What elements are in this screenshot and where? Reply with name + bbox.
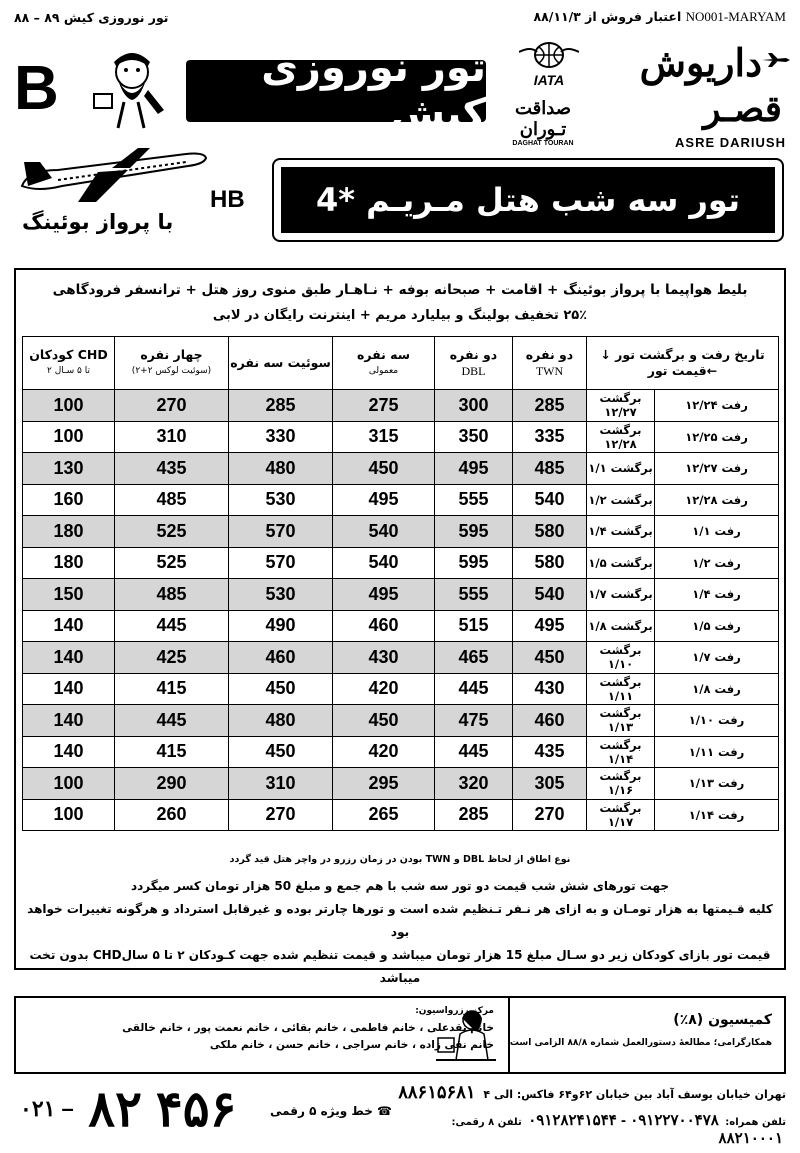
- price-three: 450: [333, 453, 435, 485]
- price-twn: 460: [513, 705, 587, 737]
- price-four: 485: [115, 484, 229, 516]
- col-four-label: چهار نفره: [140, 347, 203, 362]
- price-twn: 540: [513, 579, 587, 611]
- area-code: ۰۲۱ –: [20, 1096, 74, 1121]
- sedaghat-touran-logo: [494, 98, 592, 150]
- price-dbl: 465: [435, 642, 513, 674]
- fax-label: فاکس:: [516, 1088, 555, 1101]
- price-four: 425: [115, 642, 229, 674]
- boeing-plane-icon: [18, 140, 208, 206]
- cartoon-traveler-icon: [88, 40, 170, 130]
- price-twn: 540: [513, 484, 587, 516]
- price-four: 485: [115, 579, 229, 611]
- price-panel: [14, 268, 786, 985]
- tour-title: تور سه شب هتل مـریـم *4: [281, 167, 775, 233]
- hotline-digits: ۸۲ ۴۵۶: [88, 1081, 237, 1137]
- price-three: 540: [333, 547, 435, 579]
- departure-date: رفت ۱/۸: [655, 673, 779, 705]
- departure-date: رفت ۱/۷: [655, 642, 779, 674]
- col-twn-sub: TWN: [535, 364, 564, 378]
- iata-logo: [512, 42, 586, 102]
- price-suite3: 460: [229, 642, 333, 674]
- price-suite3: 330: [229, 421, 333, 453]
- price-three: 420: [333, 673, 435, 705]
- departure-date: رفت ۱۲/۲۵: [655, 421, 779, 453]
- return-date: برگشت ۱۲/۲۸: [587, 421, 655, 453]
- price-chd: 140: [23, 736, 115, 768]
- price-chd: 100: [23, 799, 115, 831]
- price-twn: 435: [513, 736, 587, 768]
- price-three: 420: [333, 736, 435, 768]
- table-row: [23, 736, 779, 768]
- col-chd: [23, 337, 115, 390]
- sedaghat-en-text: DAGHAT TOURAN: [512, 140, 574, 147]
- included-services-line2: ۲۵٪ تخفیف بولینگ و بیلیارد مریم + اینترنت رایگان در لابی: [212, 308, 588, 323]
- kish-nowruz-banner: تور نوروزی کیش: [186, 60, 486, 122]
- table-header-row: [23, 337, 779, 390]
- col-chd-sub: ۲ تا ۵ سـال: [47, 366, 90, 376]
- table-row: [23, 799, 779, 831]
- col-four: [115, 337, 229, 390]
- footer-box: [14, 996, 786, 1074]
- contact-info: [386, 1082, 786, 1147]
- phone-icon: ☎: [377, 1104, 392, 1118]
- return-date: برگشت ۱۲/۲۷: [587, 390, 655, 422]
- departure-date: رفت ۱۲/۲۴: [655, 390, 779, 422]
- table-row: [23, 673, 779, 705]
- category-letter: B: [14, 54, 59, 123]
- price-twn: 495: [513, 610, 587, 642]
- col-dbl: [435, 337, 513, 390]
- price-chd: 180: [23, 547, 115, 579]
- table-row: [23, 547, 779, 579]
- price-chd: 160: [23, 484, 115, 516]
- note-six-nights: جهت تورهای شش شب قیمت دو تور سه شب با هم جمع و مبلغ 50 هزار تومان کسر میگردد: [130, 879, 670, 893]
- departure-date: رفت ۱/۱۱: [655, 736, 779, 768]
- departure-date: رفت ۱۲/۲۷: [655, 453, 779, 485]
- price-twn: 450: [513, 642, 587, 674]
- price-three: 450: [333, 705, 435, 737]
- price-three: 265: [333, 799, 435, 831]
- small-plane-icon: [760, 52, 790, 68]
- phone-range: الی ۴: [483, 1088, 513, 1101]
- notes-block: [16, 854, 784, 990]
- mobile-line: [386, 1111, 786, 1147]
- special-line-label: [270, 1104, 392, 1118]
- note-room-type: نوع اطاق از لحاظ DBL و TWN بودن در زمان رزرو در واچر هتل قید گردد: [229, 854, 571, 865]
- return-date: برگشت ۱/۱: [587, 453, 655, 485]
- price-three: 540: [333, 516, 435, 548]
- price-three: 460: [333, 610, 435, 642]
- price-four: 525: [115, 516, 229, 548]
- price-dbl: 595: [435, 547, 513, 579]
- return-date: برگشت ۱/۸: [587, 610, 655, 642]
- table-row: [23, 642, 779, 674]
- departure-date: رفت ۱۲/۲۸: [655, 484, 779, 516]
- col-suite3-label: سوئیت سه نفره: [230, 355, 331, 370]
- price-chd: 100: [23, 421, 115, 453]
- col-suite3: [229, 337, 333, 390]
- price-suite3: 570: [229, 547, 333, 579]
- price-three: 495: [333, 484, 435, 516]
- col-three-sub: معمولی: [368, 366, 399, 376]
- price-suite3: 480: [229, 705, 333, 737]
- agents-line2: خانم نقی زاده ، خانم سراجی ، خانم حسن ، خانم ملکی: [209, 1039, 494, 1051]
- price-dbl: 350: [435, 421, 513, 453]
- price-four: 415: [115, 736, 229, 768]
- address-text: تهران خیابان یوسف آباد بین خیابان ۶۲و۶۴: [558, 1088, 786, 1101]
- price-twn: 335: [513, 421, 587, 453]
- price-chd: 100: [23, 390, 115, 422]
- note-children: قیمت تور بازای کودکان زیر دو سـال مبلغ 15 هزار تومان میباشد و قیمت تنظیم شده جهت کـودکان ۲ تا ۵ سالCHD بدون تخت میباشد: [29, 948, 771, 985]
- price-chd: 130: [23, 453, 115, 485]
- price-twn: 430: [513, 673, 587, 705]
- table-row: [23, 768, 779, 800]
- col-three: [333, 337, 435, 390]
- asre-en-text: ASRE DARIUSH: [675, 135, 786, 150]
- price-dbl: 555: [435, 579, 513, 611]
- price-three: 275: [333, 390, 435, 422]
- price-four: 415: [115, 673, 229, 705]
- price-suite3: 450: [229, 736, 333, 768]
- departure-date: رفت ۱/۱۰: [655, 705, 779, 737]
- price-twn: 270: [513, 799, 587, 831]
- price-three: 295: [333, 768, 435, 800]
- price-dbl: 475: [435, 705, 513, 737]
- price-three: 430: [333, 642, 435, 674]
- table-row: [23, 390, 779, 422]
- col-twn-label: دو نفره: [525, 347, 574, 362]
- asre-fa-text-2: قصـر: [703, 88, 782, 130]
- price-dbl: 495: [435, 453, 513, 485]
- mobile-numbers: ۰۹۱۲۲۷۰۰۴۷۸ - ۰۹۱۲۸۲۴۱۵۴۴: [528, 1112, 719, 1129]
- top-info-line: [14, 4, 786, 30]
- price-dbl: 595: [435, 516, 513, 548]
- price-suite3: 490: [229, 610, 333, 642]
- agents-line1: خانم نقدعلی ، خانم فاطمی ، خانم بقائی ، خانم نعمت پور ، خانم خالقی: [122, 1022, 494, 1034]
- price-suite3: 285: [229, 390, 333, 422]
- price-four: 525: [115, 547, 229, 579]
- agents-title: مرکز رزرواسیون:: [415, 1006, 494, 1016]
- price-chd: 140: [23, 705, 115, 737]
- price-dbl: 445: [435, 673, 513, 705]
- price-chd: 100: [23, 768, 115, 800]
- table-row: [23, 579, 779, 611]
- price-four: 310: [115, 421, 229, 453]
- price-dbl: 515: [435, 610, 513, 642]
- return-date: برگشت ۱/۱۷: [587, 799, 655, 831]
- price-four: 260: [115, 799, 229, 831]
- price-twn: 285: [513, 390, 587, 422]
- iata-text: IATA: [533, 72, 565, 88]
- departure-date: رفت ۱/۵: [655, 610, 779, 642]
- included-services-line1: بلیط هواپیما با پرواز بوئینگ + اقامت + صبحانه بوفه + نـاهـار طبق منوی روز هتل + ترانسفر فرودگاهی: [52, 282, 748, 298]
- price-chd: 150: [23, 579, 115, 611]
- price-four: 435: [115, 453, 229, 485]
- return-date: برگشت ۱/۱۴: [587, 736, 655, 768]
- sale-validity: اعتبار فروش از ۸۸/۱۱/۳: [533, 9, 682, 24]
- price-twn: 485: [513, 453, 587, 485]
- address-line: [386, 1082, 786, 1103]
- price-chd: 140: [23, 610, 115, 642]
- table-row: [23, 484, 779, 516]
- boeing-flight-label: با پرواز بوئینگ: [22, 210, 174, 234]
- price-dbl: 555: [435, 484, 513, 516]
- price-chd: 140: [23, 642, 115, 674]
- col-dbl-label: دو نفره: [449, 347, 498, 362]
- return-date: برگشت ۱/۱۶: [587, 768, 655, 800]
- price-dbl: 445: [435, 736, 513, 768]
- tour-title-box: [272, 158, 784, 242]
- iata-globe-icon: [519, 42, 579, 68]
- price-twn: 580: [513, 516, 587, 548]
- commission-title: کمیسیون (۸٪): [673, 1012, 772, 1028]
- price-four: 445: [115, 705, 229, 737]
- price-four: 290: [115, 768, 229, 800]
- tour-code: NO001-MARYAM: [685, 9, 786, 24]
- price-twn: 305: [513, 768, 587, 800]
- tour-season: تور نوروزی کیش ۸۹ – ۸۸: [14, 9, 169, 25]
- price-suite3: 310: [229, 768, 333, 800]
- return-date: برگشت ۱/۱۰: [587, 642, 655, 674]
- price-three: 495: [333, 579, 435, 611]
- col-date: [587, 337, 779, 390]
- return-date: برگشت ۱/۵: [587, 547, 655, 579]
- departure-date: رفت ۱/۱۳: [655, 768, 779, 800]
- eight-digit-label: تلفن ۸ رقمی:: [451, 1117, 522, 1128]
- col-date-label: تاریخ رفت و برگشت تور ↓ قیمت تور←: [600, 347, 765, 378]
- departure-date: رفت ۱/۱۴: [655, 799, 779, 831]
- price-chd: 140: [23, 673, 115, 705]
- price-suite3: 530: [229, 484, 333, 516]
- commission-note: همکارگرامی؛ مطالعهٔ دستورالعمل شماره ۸۸/۸ الزامی است: [509, 1038, 772, 1048]
- price-four: 270: [115, 390, 229, 422]
- price-dbl: 285: [435, 799, 513, 831]
- col-twn: [513, 337, 587, 390]
- asre-fa-text-1: داریوش: [639, 40, 762, 85]
- col-four-sub: (سوئیت لوکس ۲+۲): [131, 366, 212, 376]
- price-suite3: 270: [229, 799, 333, 831]
- return-date: برگشت ۱/۴: [587, 516, 655, 548]
- board-type-label: HB: [210, 186, 245, 213]
- commission-block: [510, 1012, 772, 1048]
- price-chd: 180: [23, 516, 115, 548]
- hotline-number: [20, 1080, 236, 1138]
- mobile-label: تلفن همراه:: [725, 1117, 786, 1128]
- note-prices: کلیه قـیمتها به هزار تومـان و به ازای هر نـفر تـنظیم شده است و تورها چارتر بوده و غیرقابل استرداد و هرگونه تغییرات خواهد بود: [27, 902, 773, 939]
- table-row: [23, 610, 779, 642]
- col-chd-label: کودکان CHD: [29, 347, 108, 362]
- departure-date: رفت ۱/۴: [655, 579, 779, 611]
- reservation-agents: [34, 1006, 494, 1054]
- special-line-text: خط ویژه ۵ رقمی: [270, 1104, 373, 1118]
- return-date: برگشت ۱/۷: [587, 579, 655, 611]
- table-row: [23, 453, 779, 485]
- price-four: 445: [115, 610, 229, 642]
- price-twn: 580: [513, 547, 587, 579]
- price-suite3: 480: [229, 453, 333, 485]
- main-phone: ۸۸۶۱۵۶۸۱: [398, 1082, 476, 1102]
- departure-date: رفت ۱/۱: [655, 516, 779, 548]
- price-suite3: 530: [229, 579, 333, 611]
- departure-date: رفت ۱/۲: [655, 547, 779, 579]
- footer: [14, 996, 786, 1147]
- asre-dariush-logo: [600, 40, 790, 150]
- eight-digit-number: ۸۸۲۱۰۰۰۱: [718, 1130, 783, 1147]
- col-dbl-sub: DBL: [461, 364, 486, 378]
- tour-validity-text: [534, 9, 786, 25]
- return-date: برگشت ۱/۱۳: [587, 705, 655, 737]
- col-three-label: سه نفره: [356, 347, 411, 362]
- price-three: 315: [333, 421, 435, 453]
- price-dbl: 300: [435, 390, 513, 422]
- return-date: برگشت ۱/۱۱: [587, 673, 655, 705]
- table-row: [23, 705, 779, 737]
- table-row: [23, 516, 779, 548]
- price-suite3: 450: [229, 673, 333, 705]
- price-dbl: 320: [435, 768, 513, 800]
- price-table: [22, 336, 779, 831]
- return-date: برگشت ۱/۲: [587, 484, 655, 516]
- price-suite3: 570: [229, 516, 333, 548]
- table-row: [23, 421, 779, 453]
- sedaghat-fa-text: صداقت تـوران: [514, 98, 571, 140]
